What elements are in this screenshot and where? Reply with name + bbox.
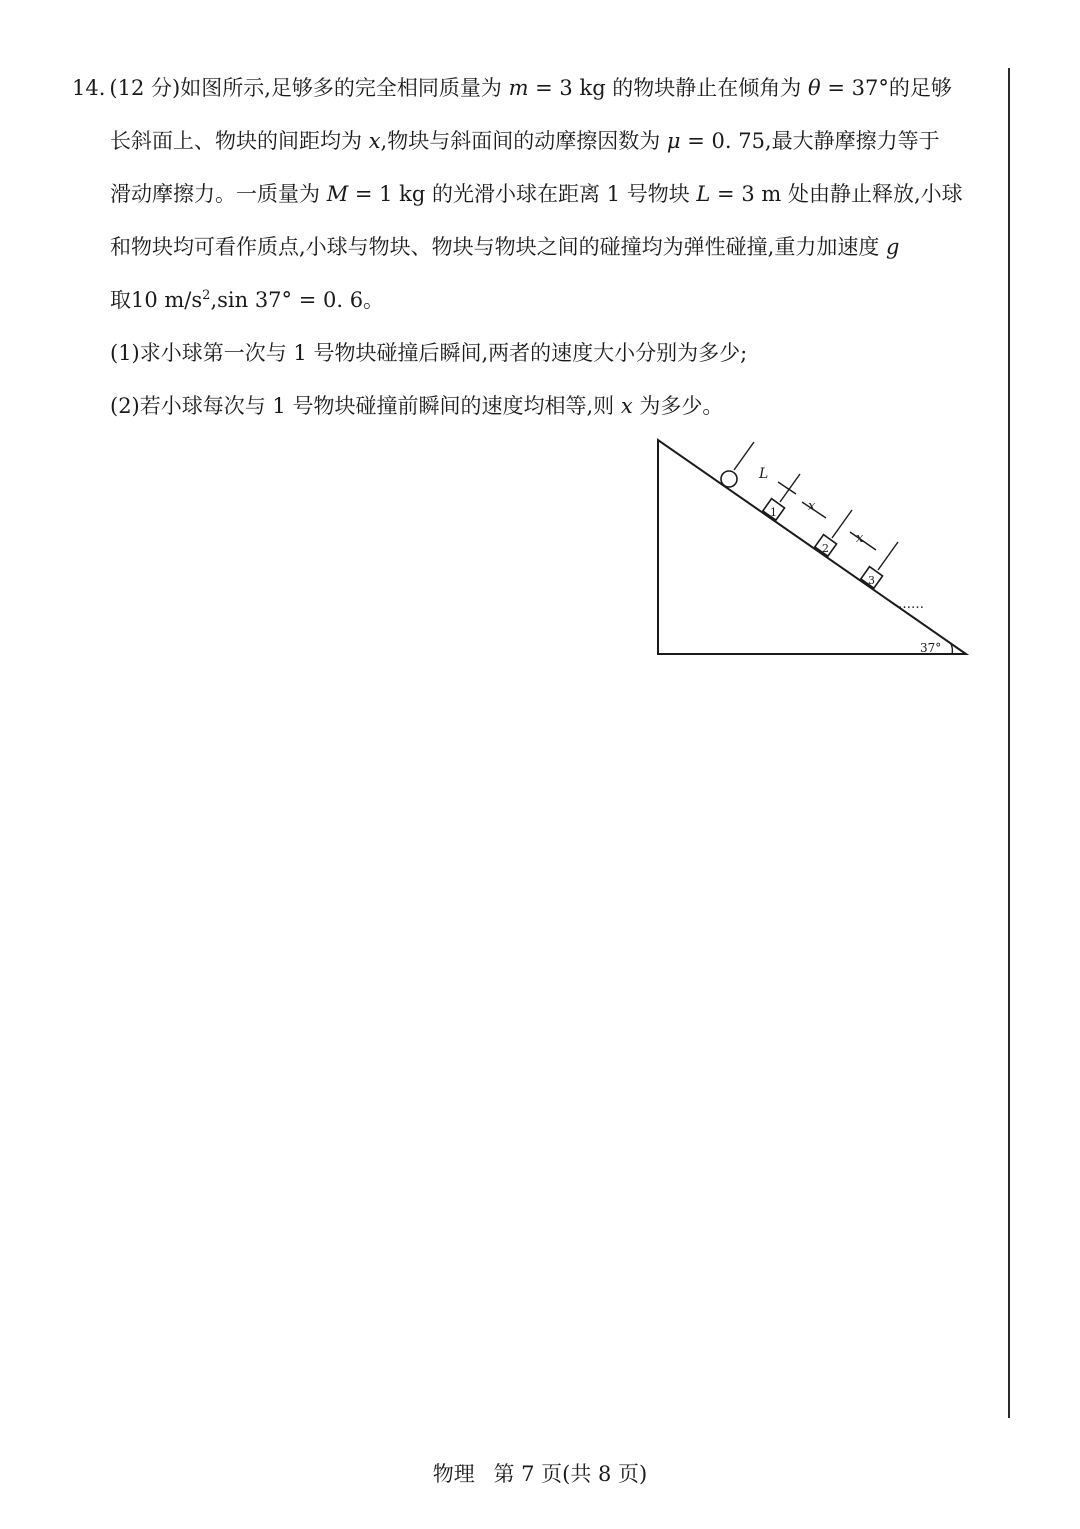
sub-question-text: (1)求小球第一次与 1 号物块碰撞后瞬间,两者的速度大小分别为多少; [110,341,748,365]
var-g: g [886,235,900,259]
sub-question-text: (2)若小球每次与 1 号物块碰撞前瞬间的速度均相等,则 [110,394,621,418]
label-x2: x [856,531,864,546]
question-text: 取10 m/s [110,288,203,312]
question-14 [72,62,972,433]
block-3-label: 3 [868,574,875,587]
sub-question-text: 为多少。 [632,394,724,418]
question-line-2 [72,115,972,168]
superscript: 2 [202,288,211,303]
question-line-3 [72,168,972,221]
continuation-dots: …… [898,597,924,612]
binding-margin-line [1008,68,1010,1418]
question-text: 长斜面上、物块的间距均为 [110,129,369,153]
question-text: = 3 m 处由静止释放,小球 [710,182,963,206]
angle-arc [951,644,952,654]
var-mu: μ [666,129,681,153]
question-text: 滑动摩擦力。一质量为 [110,182,327,206]
question-text: = 0. 75,最大静摩擦力等于 [680,129,940,153]
label-L: L [759,466,769,482]
tick-block-3 [878,542,898,570]
block-1-label: 1 [770,506,777,519]
block-2-label: 2 [822,542,829,555]
incline-figure [650,432,980,664]
question-text: ,sin 37° = 0. 6。 [210,288,385,312]
question-line-4 [72,221,972,274]
question-text: = 3 kg 的物块静止在倾角为 [528,76,808,100]
sub-question-1 [72,327,972,380]
question-text: 和物块均可看作质点,小球与物块、物块与物块之间的碰撞均为弹性碰撞,重力加速度 [110,235,887,259]
page-footer [0,1458,1080,1488]
ball [721,471,737,487]
var-M: M [326,182,349,206]
angle-label: 37° [920,641,942,655]
label-x1: x [808,499,816,514]
var-x: x [620,394,633,418]
question-number: 14. [72,76,106,100]
question-text: 如图所示,足够多的完全相同质量为 [180,76,509,100]
tick-ball [734,442,754,470]
footer-subject: 物理 [432,1462,475,1486]
question-line-1 [72,62,972,115]
var-theta: θ [808,76,821,100]
sub-question-2 [72,380,972,433]
tick-block-1 [780,474,800,502]
tick-block-2 [832,510,852,538]
question-text: = 1 kg 的光滑小球在距离 1 号物块 [348,182,697,206]
question-text: = 37°的足够 [820,76,952,100]
question-line-5 [72,274,972,327]
var-m: m [508,76,529,100]
question-points: (12 分) [109,76,181,100]
question-text: ,物块与斜面间的动摩擦因数为 [380,129,667,153]
incline-triangle [658,440,966,654]
var-x: x [368,129,381,153]
footer-page: 第 7 页(共 8 页) [493,1462,648,1486]
var-L: L [696,182,711,206]
